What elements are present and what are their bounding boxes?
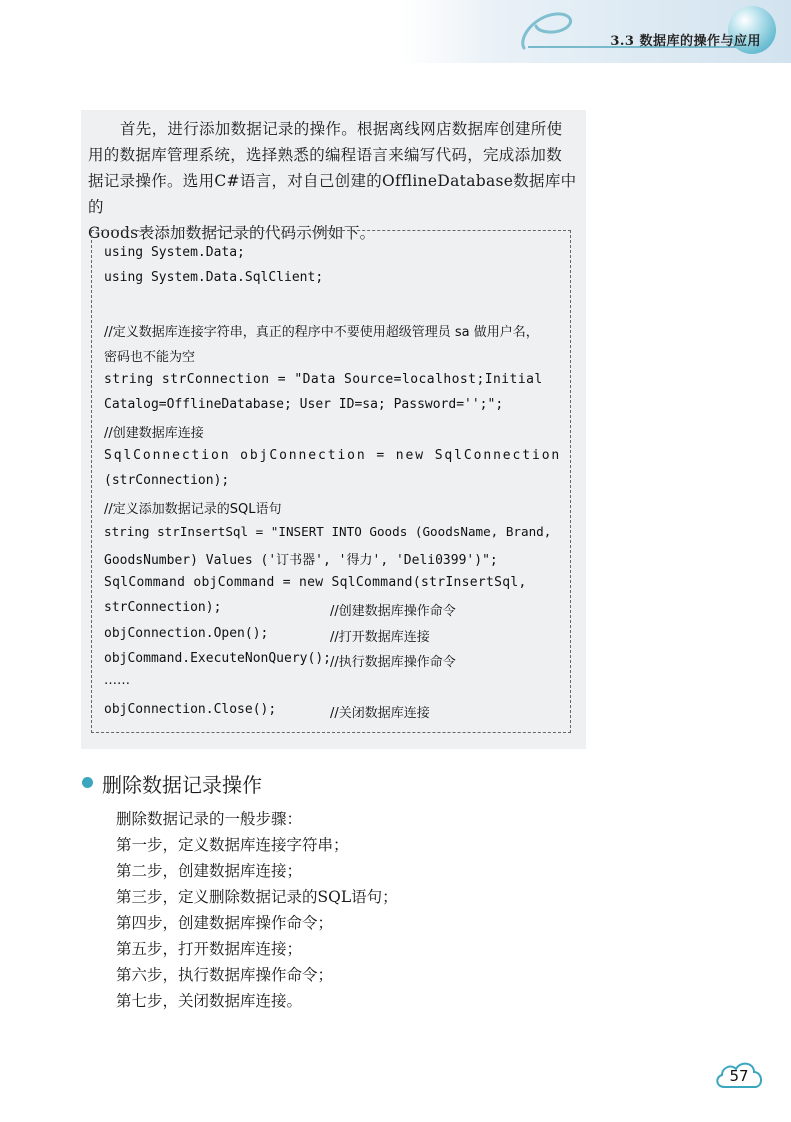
code-line: objCommand.ExecuteNonQuery(); bbox=[104, 651, 331, 666]
code-comment: 密码也不能为空 bbox=[104, 350, 196, 365]
code-line: string strConnection = "Data Source=localhost;Initial bbox=[104, 372, 543, 387]
code-comment: //执行数据库操作命令 bbox=[330, 655, 456, 670]
intro-line: 据记录操作。选用C#语言，对自己创建的OfflineDatabase数据库中的 bbox=[88, 172, 577, 216]
code-comment: //创建数据库操作命令 bbox=[330, 604, 456, 619]
code-comment: //定义数据库连接字符串，真正的程序中不要使用超级管理员 sa 做用户名， bbox=[104, 325, 539, 340]
code-line: strConnection); bbox=[104, 600, 222, 615]
code-line: SqlConnection objConnection = new SqlConnection bbox=[104, 448, 562, 463]
step-item: 第五步，打开数据库连接； bbox=[116, 940, 303, 958]
page-number: 57 bbox=[729, 1067, 749, 1085]
intro-line: 用的数据库管理系统，选择熟悉的编程语言来编写代码，完成添加数 bbox=[88, 146, 563, 164]
intro-paragraph bbox=[88, 116, 580, 246]
code-line: using System.Data; bbox=[104, 245, 245, 260]
code-line: objConnection.Close(); bbox=[104, 702, 277, 717]
swoosh-logo-icon bbox=[516, 8, 580, 56]
code-line: using System.Data.SqlClient; bbox=[104, 270, 324, 285]
step-item: 第二步，创建数据库连接； bbox=[116, 862, 303, 880]
code-line: GoodsNumber) Values ('订书器', '得力', 'Deli0399')"; bbox=[104, 553, 498, 568]
code-line: (strConnection); bbox=[104, 473, 230, 488]
code-ellipsis: …… bbox=[104, 673, 130, 688]
step-item: 第六步，执行数据库操作命令； bbox=[116, 966, 334, 984]
code-line: SqlCommand objCommand = new SqlCommand(strInsertSql, bbox=[104, 575, 527, 590]
step-item: 第一步，定义数据库连接字符串； bbox=[116, 836, 349, 854]
running-header-title: 3.3 数据库的操作与应用 bbox=[610, 34, 761, 49]
code-comment: //创建数据库连接 bbox=[104, 426, 204, 441]
section-heading: 删除数据记录操作 bbox=[102, 773, 262, 797]
step-item: 第三步，定义删除数据记录的SQL语句； bbox=[116, 888, 398, 906]
code-comment: //定义添加数据记录的SQL语句 bbox=[104, 502, 282, 517]
step-item: 第七步，关闭数据库连接。 bbox=[116, 992, 303, 1010]
bullet-dot-icon bbox=[82, 777, 93, 788]
intro-line: Goods表添加数据记录的代码示例如下。 bbox=[88, 224, 376, 242]
code-comment: //打开数据库连接 bbox=[330, 630, 430, 645]
code-comment: //关闭数据库连接 bbox=[330, 706, 430, 721]
step-item: 删除数据记录的一般步骤： bbox=[116, 810, 303, 828]
code-line: Catalog=OfflineDatabase; User ID=sa; Password='';"; bbox=[104, 397, 504, 412]
intro-line: 首先，进行添加数据记录的操作。根据离线网店数据库创建所使 bbox=[120, 120, 563, 138]
code-line: string strInsertSql = "INSERT INTO Goods (GoodsName, Brand, bbox=[104, 524, 552, 539]
code-line: objConnection.Open(); bbox=[104, 626, 269, 641]
step-item: 第四步，创建数据库操作命令； bbox=[116, 914, 334, 932]
